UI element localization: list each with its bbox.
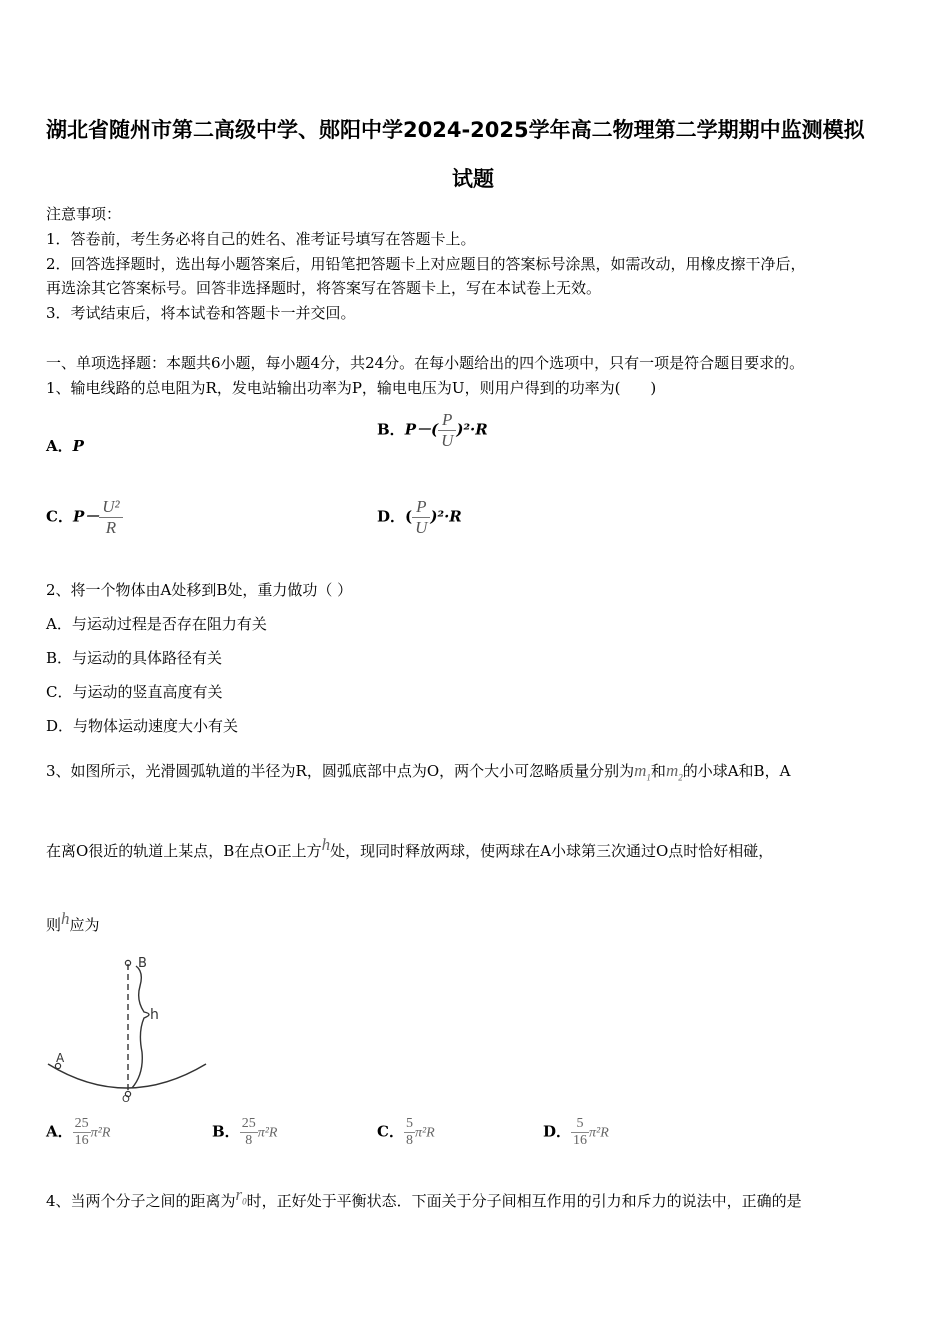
fraction-numerator: P (442, 410, 453, 429)
label-b: B (138, 956, 147, 971)
fraction (99, 497, 122, 538)
q3-text: 应为 (69, 916, 100, 934)
fraction-numerator: 5 (576, 1116, 584, 1131)
q3-line-1 (46, 752, 790, 796)
q3-option-c (377, 1116, 435, 1149)
q2-option-b: B．与运动的具体路径有关 (46, 649, 223, 667)
fraction-denominator: R (99, 517, 122, 538)
q3-text: 在离O很近的轨道上某点，B在点O正上方 (46, 842, 322, 860)
option-tail: π²R (90, 1125, 111, 1141)
option-label: B． (212, 1122, 240, 1141)
q1-option-d (377, 497, 462, 538)
notice-heading: 注意事项： (46, 205, 122, 223)
fraction (73, 1116, 91, 1149)
q2-option-a: A．与运动过程是否存在阻力有关 (46, 615, 267, 633)
fraction-numerator: 25 (241, 1116, 256, 1131)
q3-text: 和 (650, 762, 666, 780)
fraction (240, 1116, 258, 1149)
q3-option-b (212, 1116, 277, 1149)
q3-line-2 (46, 826, 773, 870)
fraction-denominator: 16 (573, 1133, 588, 1148)
fraction-denominator: 16 (74, 1133, 89, 1148)
q1-option-a (46, 435, 84, 456)
option-label: C． (377, 1122, 404, 1141)
notice-item-1: 1．答卷前，考生务必将自己的姓名、准考证号填写在答题卡上。 (46, 230, 476, 248)
q1-stem: 1、输电线路的总电阻为R，发电站输出功率为P，输电电压为U，则用户得到的功率为( ) (46, 379, 657, 397)
q3-option-a (46, 1116, 110, 1149)
option-tail: π²R (589, 1125, 609, 1141)
fraction-denominator: 8 (405, 1133, 413, 1148)
symbol-m2: $m_2$ (665, 761, 683, 783)
q3-text: 则 (46, 916, 62, 934)
option-pre: P－ (72, 507, 100, 526)
q2-stem: 2、将一个物体由A处移到B处，重力做功（ ） (46, 581, 353, 599)
arc-track (48, 1064, 206, 1088)
q3-text: 处，现同时释放两球，使两球在A小球第三次通过O点时恰好相碰， (330, 842, 774, 860)
symbol-r0: $r_0$ (235, 1185, 247, 1207)
fraction (571, 1116, 589, 1149)
q4-stem (46, 1176, 802, 1220)
fraction-numerator: P (416, 497, 427, 516)
option-tail: π²R (257, 1125, 278, 1141)
notice-item-2a: 2．回答选择题时，选出每小题答案后，用铅笔把答题卡上对应题目的答案标号涂黑，如需改动，用橡皮擦干净后， (46, 255, 806, 273)
fraction-numerator: 5 (405, 1116, 413, 1131)
fraction (412, 497, 430, 538)
fraction-denominator: U (438, 430, 456, 451)
label-o: O (122, 1094, 130, 1104)
option-label: D． (377, 507, 406, 526)
option-label: A． (46, 437, 73, 455)
notice-item-2b: 再选涂其它答案标号。回答非选择题时，将答案写在答题卡上，写在本试卷上无效。 (46, 279, 602, 297)
q3-text: 3、如图所示，光滑圆弧轨道的半径为R，圆弧底部中点为O，两个大小可忽略质量分别为 (46, 762, 635, 780)
fraction-numerator: U² (102, 497, 120, 516)
label-a: A (56, 1051, 65, 1065)
option-pre: P－( (404, 420, 439, 439)
q3-text: 的小球A和B，A (682, 762, 791, 780)
option-text: P (72, 437, 84, 455)
option-label: B． (377, 420, 405, 439)
q1-option-b (377, 410, 488, 451)
option-tail: π²R (414, 1125, 435, 1141)
height-brace (132, 966, 149, 1088)
label-h: h (150, 1007, 159, 1023)
fraction-denominator: U (412, 517, 430, 538)
q2-option-c: C．与运动的竖直高度有关 (46, 683, 223, 701)
q3-option-d (543, 1116, 609, 1149)
option-post: )²·R (456, 420, 488, 439)
fraction-denominator: 8 (240, 1132, 258, 1149)
section-heading: 一、单项选择题：本题共6小题，每小题4分，共24分。在每小题给出的四个选项中，只有一项是符合题目要求的。 (46, 354, 805, 372)
symbol-h: h (61, 909, 70, 928)
option-post: )²·R (430, 507, 462, 526)
doc-title-line2: 试题 (452, 167, 494, 191)
q1-option-c (46, 497, 123, 538)
symbol-m1: $m_1$ (634, 761, 651, 783)
q2-option-d: D．与物体运动速度大小有关 (46, 717, 239, 735)
q4-text: 时，正好处于平衡状态．下面关于分子间相互作用的引力和斥力的说法中，正确的是 (246, 1192, 802, 1210)
symbol-h: h (321, 835, 331, 854)
q4-text: 4、当两个分子之间的距离为 (46, 1192, 236, 1210)
q3-line-3 (46, 900, 100, 944)
fraction (404, 1116, 415, 1149)
doc-title-line1: 湖北省随州市第二高级中学、郧阳中学2024-2025学年高二物理第二学期期中监测模拟 (46, 118, 865, 142)
option-label: C． (46, 507, 73, 526)
option-label: D． (543, 1122, 572, 1141)
option-pre: ( (405, 507, 413, 526)
q3-figure (44, 952, 214, 1104)
fraction (438, 410, 456, 451)
option-label: A． (46, 1122, 73, 1141)
fraction-numerator: 25 (74, 1116, 89, 1131)
notice-item-3: 3．考试结束后，将本试卷和答题卡一并交回。 (46, 304, 356, 322)
